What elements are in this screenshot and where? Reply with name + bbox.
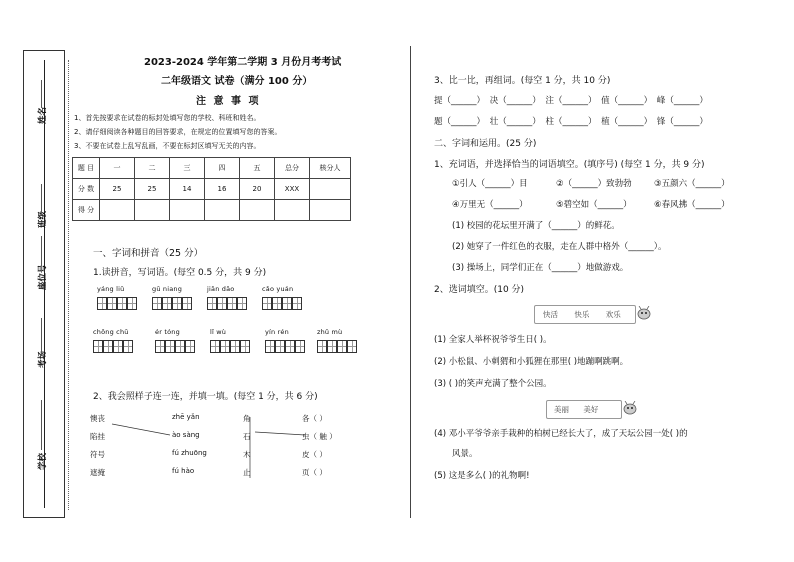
writing-box[interactable]: [265, 340, 275, 353]
binding-name-label: 姓名: [38, 106, 48, 124]
compare-item[interactable]: 柱（______）: [545, 117, 597, 127]
match-radical: 角: [243, 414, 251, 423]
pinyin-label: lǐ wù: [210, 328, 227, 336]
writing-box[interactable]: [285, 340, 295, 353]
table-cell: 一: [100, 158, 135, 179]
writing-box[interactable]: [155, 340, 165, 353]
q2-title: 2、我会照样子连一连，并填一填。(每空 1 分，共 6 分): [93, 392, 318, 402]
score-table-score-row: [73, 179, 351, 200]
binding-class-label: 班级: [38, 210, 48, 228]
writing-box[interactable]: [93, 340, 103, 353]
fill-item[interactable]: ⑥春风拂（______）: [654, 200, 730, 210]
table-cell: XXX: [275, 179, 310, 200]
match-pinyin: fú hào: [172, 467, 195, 475]
hint-word: 欢乐: [605, 310, 621, 319]
writing-box[interactable]: [282, 297, 292, 310]
table-cell[interactable]: [310, 179, 351, 200]
exam-title: 2023-2024 学年第二学期 3 月份月考考试: [144, 57, 342, 68]
writing-box[interactable]: [103, 340, 113, 353]
section2-title: 二、字词和运用。(25 分): [434, 139, 537, 149]
writing-box[interactable]: [262, 297, 272, 310]
exam-no-blank-line[interactable]: [41, 318, 42, 356]
compare-row-2: [434, 115, 708, 127]
bug-icon: [622, 401, 638, 415]
table-cell: 25: [100, 179, 135, 200]
match-word: 符号: [90, 450, 105, 459]
choose-sentence[interactable]: (4) 邓小平爷爷亲手栽种的柏树已经长大了，成了天坛公园一处( )的: [434, 429, 688, 439]
match-radical: 木: [243, 450, 251, 459]
fill-sentence[interactable]: (2) 她穿了一件红色的衣服，走在人群中格外（______）。: [452, 242, 667, 252]
choose-sentence[interactable]: (3) ( )的笑声充满了整个公园。: [434, 379, 552, 389]
match-answer[interactable]: 皮（ ）: [302, 450, 327, 459]
writing-box[interactable]: [117, 297, 127, 310]
binding-dotted-line: [68, 60, 69, 510]
fill-item[interactable]: ④万里无（______）: [452, 200, 528, 210]
compare-item[interactable]: 植（______）: [601, 117, 653, 127]
word-hint-box-2: [546, 400, 622, 419]
pinyin-label: zhǔ mù: [317, 328, 343, 336]
match-word: 陷挂: [90, 432, 105, 441]
column-divider: [410, 46, 411, 518]
writing-box[interactable]: [337, 340, 347, 353]
hint-word: 快活: [543, 310, 558, 319]
pinyin-label: jiān dāo: [207, 285, 235, 293]
choose-sentence[interactable]: (2) 小松鼠、小刺猬和小狐狸在那里( )地蹦啊跳啊。: [434, 357, 629, 367]
writing-box[interactable]: [127, 297, 137, 310]
pinyin-label: gū niang: [152, 285, 183, 293]
writing-box[interactable]: [217, 297, 227, 310]
pinyin-label: chōng chū: [93, 328, 129, 336]
score-table-header-row: [73, 158, 351, 179]
fill-sentence[interactable]: (1) 校园的花坛里开满了（______）的鲜花。: [452, 221, 620, 231]
school-blank-line[interactable]: [41, 400, 42, 450]
writing-box[interactable]: [327, 340, 337, 353]
match-answer[interactable]: 页（ ）: [302, 468, 327, 477]
writing-box[interactable]: [230, 340, 240, 353]
example-match-line: [112, 424, 170, 435]
table-cell[interactable]: [205, 200, 240, 221]
binding-school-label: 学校: [38, 452, 48, 470]
compare-item[interactable]: 题（______）: [434, 117, 486, 127]
table-cell[interactable]: [310, 200, 351, 221]
table-cell: 得 分: [73, 200, 100, 221]
choose-sentence-continued: 风景。: [452, 449, 478, 459]
table-cell: 总分: [275, 158, 310, 179]
compare-item[interactable]: 决（______）: [489, 96, 541, 106]
writing-box[interactable]: [182, 297, 192, 310]
writing-box[interactable]: [210, 340, 220, 353]
table-cell[interactable]: [135, 200, 170, 221]
fill-item[interactable]: ②（______）致勃勃: [556, 179, 632, 189]
writing-box[interactable]: [240, 340, 250, 353]
writing-box[interactable]: [152, 297, 162, 310]
fill-item[interactable]: ⑤碧空如（______）: [556, 200, 632, 210]
table-cell: 核分人: [310, 158, 351, 179]
fill-sentence[interactable]: (3) 操场上，同学们正在（______）地做游戏。: [452, 263, 629, 273]
choose-q2-title: 2、选词填空。(10 分): [434, 285, 525, 295]
hint-word: 美丽: [554, 405, 569, 414]
compare-item[interactable]: 值（______）: [601, 96, 653, 106]
notice-2: 2、请仔细阅读各种题目的回答要求，在规定的位置填写您的答案。: [74, 128, 282, 136]
table-cell: 二: [135, 158, 170, 179]
name-blank-line[interactable]: [41, 80, 42, 108]
table-cell: 五: [240, 158, 275, 179]
table-cell: 25: [135, 179, 170, 200]
writing-box[interactable]: [185, 340, 195, 353]
class-blank-line[interactable]: [41, 184, 42, 214]
pinyin-label: yín rén: [265, 328, 289, 336]
hint-word: 美好: [583, 405, 599, 414]
writing-box[interactable]: [107, 297, 117, 310]
table-cell: 四: [205, 158, 240, 179]
table-cell: 分 数: [73, 179, 100, 200]
writing-box[interactable]: [272, 297, 282, 310]
seat-blank-line[interactable]: [41, 236, 42, 266]
match-answer[interactable]: 各（ ）: [302, 414, 327, 423]
notice-title: 注 意 事 项: [196, 96, 261, 107]
writing-box[interactable]: [220, 340, 230, 353]
match-answer[interactable]: 虫（ 触 ）: [302, 432, 337, 441]
table-cell: 16: [205, 179, 240, 200]
word-hint-box-1: [534, 305, 636, 324]
compare-item[interactable]: 注（______）: [545, 96, 597, 106]
match-pinyin: zhē yǎn: [172, 413, 200, 421]
q3-title: 3、比一比，再组词。(每空 1 分，共 10 分): [434, 76, 611, 86]
writing-box[interactable]: [113, 340, 123, 353]
table-cell: 20: [240, 179, 275, 200]
subject-title: 二年级语文 试卷（满分 100 分）: [161, 76, 313, 87]
hint-word: 快乐: [574, 310, 590, 319]
table-cell[interactable]: [100, 200, 135, 221]
example-match-line: [255, 432, 305, 435]
score-table: [72, 157, 351, 221]
fill-item[interactable]: ①引人（______）目: [452, 179, 528, 189]
score-table-get-row: [73, 200, 351, 221]
writing-box[interactable]: [227, 297, 237, 310]
table-cell[interactable]: [240, 200, 275, 221]
notice-1: 1、首先按要求在试卷的标封处填写您的学校、科班和姓名。: [74, 114, 261, 122]
writing-box[interactable]: [172, 297, 182, 310]
table-cell: 三: [170, 158, 205, 179]
writing-box[interactable]: [165, 340, 175, 353]
notice-3: 3、不要在试卷上乱写乱画，不要在标封区填写无关的内容。: [74, 142, 261, 150]
writing-box[interactable]: [162, 297, 172, 310]
match-radical: 石: [243, 432, 251, 441]
match-pinyin: fú zhuōng: [172, 449, 207, 457]
binding-exam-no-label: 考场: [38, 350, 48, 368]
match-radical: 止: [243, 468, 251, 477]
q1-title: 1.读拼音，写词语。(每空 0.5 分，共 9 分): [93, 268, 267, 278]
table-cell[interactable]: [275, 200, 310, 221]
compare-item[interactable]: 锋（______）: [656, 117, 708, 127]
pinyin-label: cǎo yuán: [262, 285, 294, 293]
compare-item[interactable]: 提（______）: [434, 96, 486, 106]
fill-q1-title: 1、充词语，并选择恰当的词语填空。(填序号) (每空 1 分，共 9 分): [434, 160, 705, 170]
match-word: 遮掩: [90, 468, 105, 477]
compare-row-1: [434, 94, 708, 106]
pinyin-label: yáng liǔ: [97, 285, 125, 293]
writing-box[interactable]: [347, 340, 357, 353]
pinyin-label: ér tóng: [155, 328, 180, 336]
writing-box[interactable]: [97, 297, 107, 310]
writing-box[interactable]: [295, 340, 305, 353]
match-word: 懊丧: [90, 414, 105, 423]
table-cell: 14: [170, 179, 205, 200]
table-cell: 题 目: [73, 158, 100, 179]
writing-box[interactable]: [275, 340, 285, 353]
section1-title: 一、字词和拼音（25 分）: [93, 248, 204, 259]
choose-sentence[interactable]: (1) 全家人举杯祝爷爷生日( )。: [434, 335, 552, 345]
compare-item[interactable]: 峰（______）: [656, 96, 708, 106]
writing-box[interactable]: [175, 340, 185, 353]
bug-icon: [636, 306, 652, 320]
writing-box[interactable]: [207, 297, 217, 310]
binding-seat-label: 座位号: [38, 264, 48, 290]
writing-box[interactable]: [237, 297, 247, 310]
table-cell[interactable]: [170, 200, 205, 221]
compare-item[interactable]: 壮（______）: [489, 117, 541, 127]
match-pinyin: ào sàng: [172, 431, 200, 439]
writing-box[interactable]: [123, 340, 133, 353]
writing-box[interactable]: [317, 340, 327, 353]
choose-sentence[interactable]: (5) 这是多么( )的礼物啊!: [434, 471, 530, 481]
writing-box[interactable]: [292, 297, 302, 310]
fill-item[interactable]: ③五颜六（______）: [654, 179, 730, 189]
